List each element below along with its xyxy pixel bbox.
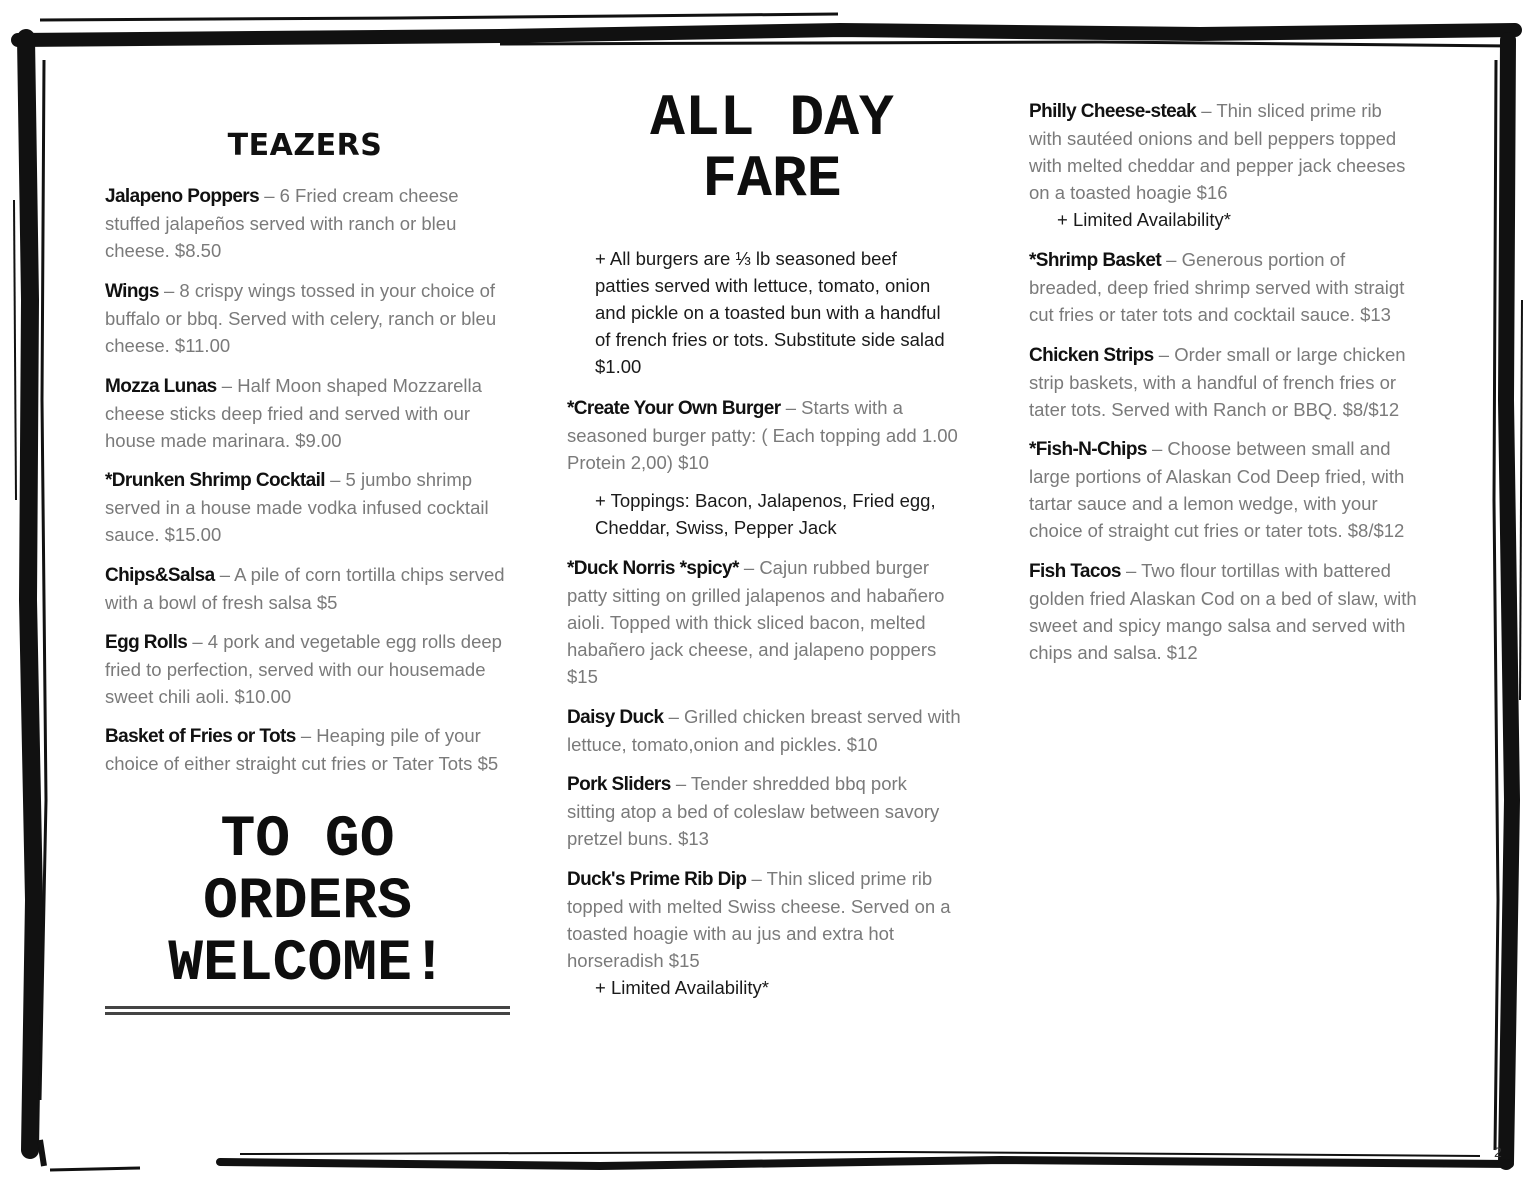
item-desc: – 6 Fried cream cheese stuffed jalapeños served with ranch or bleu cheese. $8.50 bbox=[105, 185, 459, 261]
banner-line: ORDERS bbox=[203, 870, 412, 936]
item-name: Basket of Fries or Tots bbox=[105, 726, 296, 747]
item-name: Daisy Duck bbox=[567, 707, 664, 728]
divider-line bbox=[105, 1006, 510, 1009]
item-name: Mozza Lunas bbox=[105, 376, 217, 397]
item-name: *Drunken Shrimp Cocktail bbox=[105, 470, 325, 491]
item-desc: – 8 crispy wings tossed in your choice of buffalo or bbq. Served with celery, ranch or bleu cheese. $11.00 bbox=[105, 280, 497, 356]
item-desc: – Generous portion of breaded, deep fried shrimp served with straigt cut fries or tater tots and cocktail sauce. $13 bbox=[1029, 249, 1405, 325]
menu-item bbox=[105, 372, 500, 454]
menu-item bbox=[105, 466, 505, 548]
item-desc: – Half Moon shaped Mozzarella cheese sticks deep fried and served with our house made marinara. $9.00 bbox=[105, 375, 482, 451]
menu-item bbox=[105, 182, 505, 264]
item-desc: – Tender shredded bbq pork sitting atop a bed of coleslaw between savory pretzel buns. $13 bbox=[567, 773, 940, 849]
menu-item bbox=[1029, 557, 1419, 666]
middle-column bbox=[567, 0, 962, 1190]
item-desc: – Choose between small and large portions of Alaskan Cod Deep fried, with tartar sauce and a lemon wedge, with your choice of straight cut fries or tater tots. $8/$12 bbox=[1029, 438, 1405, 541]
toppings-note: + Toppings: Bacon, Jalapenos, Fried egg, Cheddar, Swiss, Pepper Jack bbox=[595, 490, 936, 538]
item-desc: – Two flour tortillas with battered golden fried Alaskan Cod on a bed of slaw, with sweet and spicy mango salsa and served with chips and salsa. $12 bbox=[1029, 560, 1417, 663]
item-name: *Duck Norris *spicy* bbox=[567, 558, 739, 579]
menu-item bbox=[105, 561, 505, 616]
menu-item bbox=[567, 770, 957, 852]
burger-note: + All burgers are ⅓ lb seasoned beef patties served with lettuce, tomato, onion and pickle on a toasted bun with a handful of french fries or tots. Substitute side salad $1.00 bbox=[595, 248, 945, 377]
menu-item bbox=[567, 394, 962, 476]
item-name: Chips&Salsa bbox=[105, 565, 215, 586]
item-desc: – 4 pork and vegetable egg rolls deep fried to perfection, served with our housemade sweet chili aoli. $10.00 bbox=[105, 631, 502, 707]
item-desc: – Starts with a seasoned burger patty: ( Each topping add 1.00 Protein 2,00) $10 bbox=[567, 397, 958, 473]
item-name: *Create Your Own Burger bbox=[567, 398, 781, 419]
item-name: Duck's Prime Rib Dip bbox=[567, 869, 747, 890]
menu-item bbox=[105, 628, 505, 710]
item-name: Wings bbox=[105, 281, 159, 302]
availability-note: + Limited Availability* bbox=[1057, 209, 1231, 230]
item-desc: – A pile of corn tortilla chips served with a bowl of fresh salsa $5 bbox=[105, 564, 505, 613]
title-line: ALL DAY bbox=[650, 87, 894, 152]
item-name: *Shrimp Basket bbox=[1029, 250, 1162, 271]
menu-item bbox=[1029, 246, 1419, 328]
menu-item bbox=[105, 277, 505, 359]
menu-item bbox=[1029, 341, 1414, 423]
divider-line bbox=[105, 1012, 510, 1015]
left-column bbox=[105, 0, 505, 1190]
item-desc: – Thin sliced prime rib topped with melted Swiss cheese. Served on a toasted hoagie with au jus and extra hot horseradish $15 bbox=[567, 868, 951, 971]
menu-item bbox=[567, 703, 962, 758]
item-name: Jalapeno Poppers bbox=[105, 186, 260, 207]
item-name: Chicken Strips bbox=[1029, 345, 1154, 366]
item-desc: – Grilled chicken breast served with lettuce, tomato,onion and pickles. $10 bbox=[567, 706, 961, 755]
item-desc: – Cajun rubbed burger patty sitting on grilled jalapenos and habañero aioli. Topped with thick sliced bacon, melted habañero jack cheese, and jalapeno poppers $15 bbox=[567, 557, 945, 687]
to-go-orders-banner bbox=[105, 810, 510, 996]
item-name: Egg Rolls bbox=[105, 632, 188, 653]
menu-item bbox=[567, 865, 957, 974]
item-name: Philly Cheese-steak bbox=[1029, 101, 1197, 122]
section-title-all-day-fare bbox=[567, 87, 977, 213]
menu-item bbox=[567, 554, 957, 690]
item-name: *Fish-N-Chips bbox=[1029, 439, 1147, 460]
menu-item bbox=[1029, 97, 1414, 206]
item-desc: – Heaping pile of your choice of either straight cut fries or Tater Tots $5 bbox=[105, 725, 499, 774]
banner-line: WELCOME! bbox=[168, 932, 447, 998]
title-line: FARE bbox=[702, 147, 842, 213]
item-desc: – Order small or large chicken strip baskets, with a handful of french fries or tater tots. Served with Ranch or BBQ. $8/$12 bbox=[1029, 344, 1406, 420]
right-column bbox=[1029, 0, 1424, 1190]
item-name: Pork Sliders bbox=[567, 774, 671, 795]
section-title-teazers: TEAZERS bbox=[227, 128, 383, 163]
item-desc: – Thin sliced prime rib with sautéed onions and bell peppers topped with melted cheddar and pepper jack cheeses on a toasted hoagie $16 bbox=[1029, 100, 1406, 203]
item-desc: – 5 jumbo shrimp served in a house made vodka infused cocktail sauce. $15.00 bbox=[105, 469, 489, 545]
banner-line: TO GO bbox=[220, 808, 395, 873]
item-name: Fish Tacos bbox=[1029, 561, 1121, 582]
menu-item bbox=[105, 722, 500, 777]
page-number: 2 bbox=[1494, 1144, 1502, 1160]
menu-item bbox=[1029, 435, 1424, 544]
availability-note: + Limited Availability* bbox=[595, 977, 769, 998]
